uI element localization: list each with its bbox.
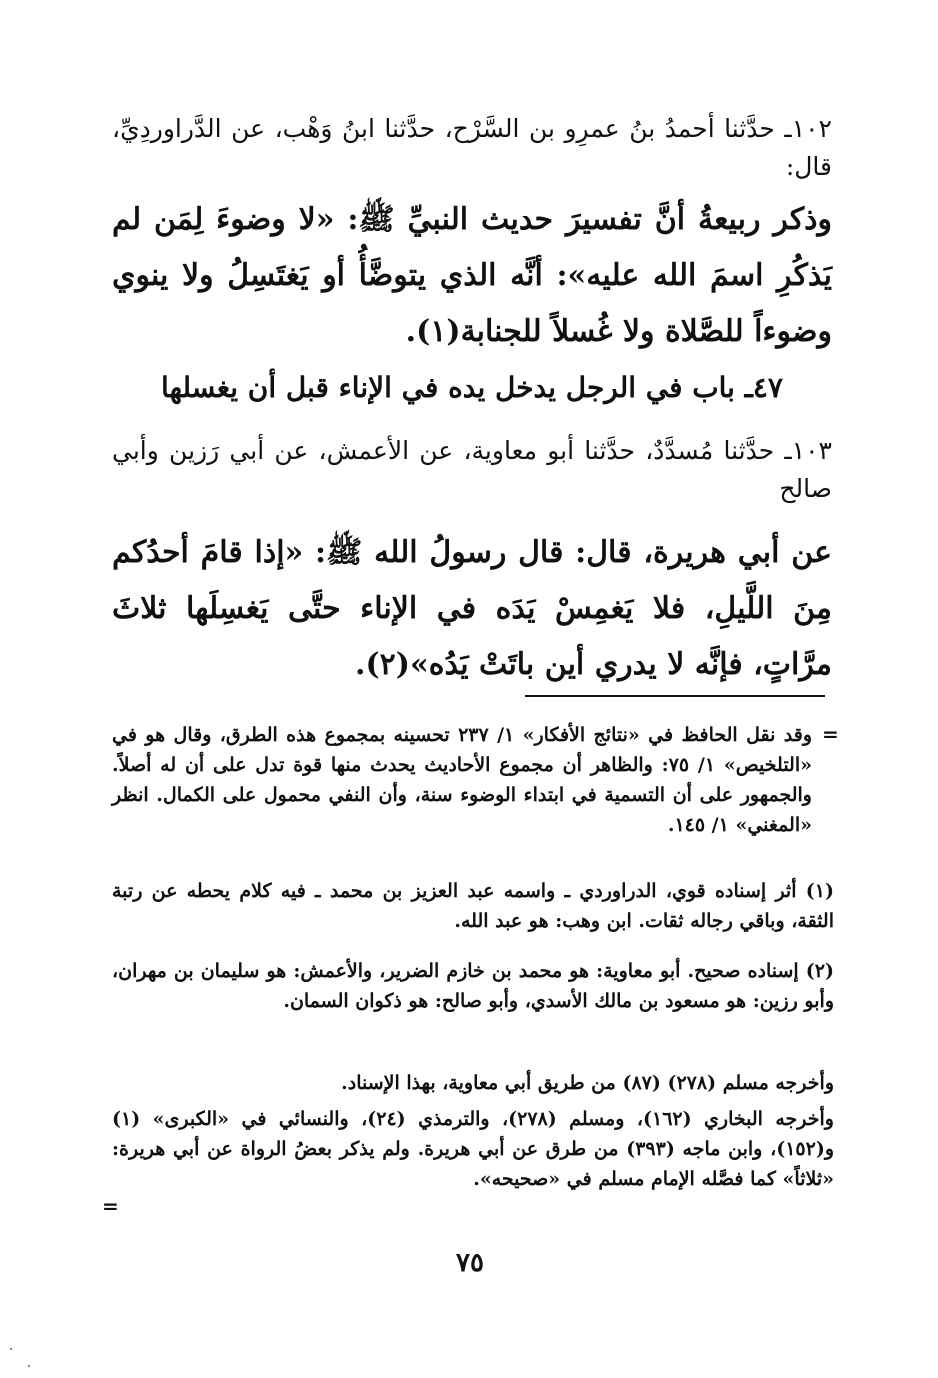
footnote-2: (٢) إسناده صحيح. أبو معاوية: هو محمد بن خازم الضرير، والأعمش: هو سليمان بن مهران، وأبو رزين: هو مسعود بن مالك الأسدي، وأبو صالح: هو ذكوان السمان. (112, 960, 834, 1012)
footnote-separator (525, 695, 825, 697)
hadith-103-sanad: ١٠٣ـ حدَّثنا مُسدَّدٌ، حدَّثنا أبو معاوية، عن الأعمش، عن أبي رَزين وأبي صالح (112, 436, 832, 503)
footnote-2-paragraph-2: وأخرجه مسلم (٢٧٨) (٨٧) من طريق أبي معاوية، بهذا الإسناد. (341, 1072, 834, 1094)
hadith-102-matn: وذكر ربيعةُ أنَّ تفسيرَ حديث النبيِّ ﷺ: «لا وضوءَ لِمَن لم يَذكُرِ اسمَ الله عليه»: أنَّه الذي يتوضَّأُ أو يَغتَسِلُ ولا ينوي وضوءاً للصَّلاة ولا غُسلاً للجنابة(١). (112, 202, 832, 349)
footnote-continuation: وقد نقل الحافظ في «نتائج الأفكار» ١/ ٢٣٧ تحسينه بمجموع هذه الطرق، وقال هو في «التلخيص» ١/ ٧٥: والظاهر أن مجموع الأحاديث يحدث منها قوة تدل على أن له أصلاً. والجمهور على أن التسمية في ابتداء الوضوء سنة، وأن النفي محمول على الكمال. انظر «المغني» ١/ ١٤٥. (112, 724, 812, 836)
footnote-1: (١) أثر إسناده قوي، الدراوردي ـ واسمه عبد العزيز بن محمد ـ فيه كلام يحطه عن رتبة الثقة، وباقي رجاله ثقات. ابن وهب: هو عبد الله. (112, 880, 834, 932)
scan-speck (28, 1365, 30, 1367)
page-number: ٧٥ (456, 1248, 484, 1278)
hadith-103-matn: عن أبي هريرة، قال: قال رسولُ الله ﷺ: «إذا قامَ أحدُكم مِنَ اللَّيلِ، فلا يَغمِسْ يَدَه في الإناء حتَّى يَغسِلَها ثلاثَ مرَّاتٍ، فإنَّه لا يدري أين باتَتْ يَدُه»(٢). (112, 535, 832, 682)
chapter-heading: ٤٧ـ باب في الرجل يدخل يده في الإناء قبل أن يغسلها (161, 371, 783, 404)
hadith-102-sanad: ١٠٢ـ حدَّثنا أحمدُ بنُ عمرِو بن السَّرْح، حدَّثنا ابنُ وَهْب، عن الدَّراوردِيِّ، قال: (112, 114, 832, 181)
scan-speck (10, 1348, 12, 1350)
footnote-continuation-marker: = (822, 722, 839, 746)
footnote-2-paragraph-3: وأخرجه البخاري (١٦٢)، ومسلم (٢٧٨)، والترمذي (٢٤)، والنسائي في «الكبرى» (١) و(١٥٢)، وابن ماجه (٣٩٣) من طرق عن أبي هريرة. ولم يذكر بعضُ الرواة عن أبي هريرة: «ثلاثاً» كما فصَّله الإمام مسلم في «صحيحه». (112, 1108, 834, 1190)
footnote-bottom-marker: = (102, 1194, 119, 1218)
